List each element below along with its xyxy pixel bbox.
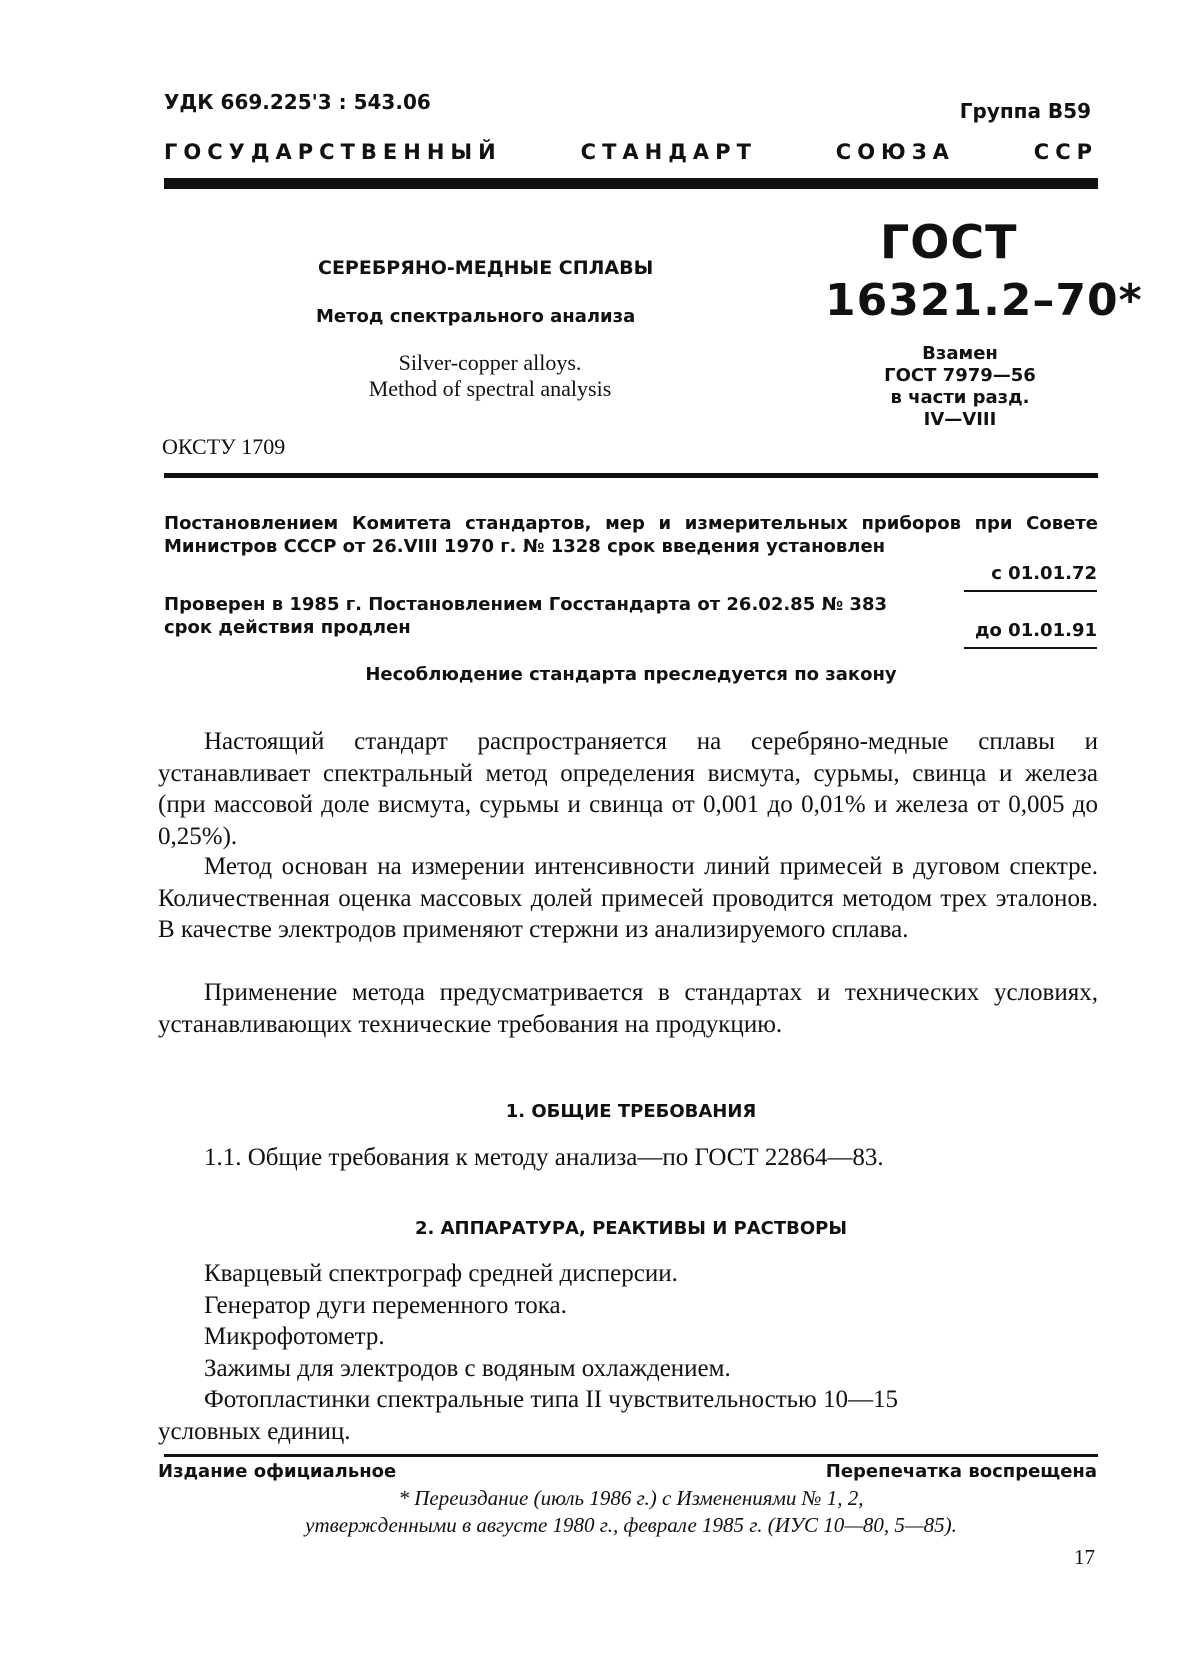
section-1-heading: 1. ОБЩИЕ ТРЕБОВАНИЯ [505,1101,757,1122]
oksty-code: ОКСТУ 1709 [162,434,286,459]
legal-warning: Несоблюдение стандарта преследуется по закону [365,664,897,685]
decree-date: с 01.01.72 [991,563,1097,584]
official-edition: Издание официальное [158,1461,397,1482]
checked-line: Проверен в 1985 г. Постановлением Госстандарта от 26.02.85 № 383 [164,594,887,615]
list-item: Генератор дуги переменного тока. [204,1291,567,1319]
footnote-line: утвержденными в августе 1980 г., феврале 1985 г. (ИУС 10—80, 5—85). [305,1513,957,1537]
gost-label: ГОСТ [880,215,1018,269]
state-standard-title [164,140,1098,164]
checked-text [164,593,944,639]
paragraph-method: Метод основан на измерении интенсивности линий примесей в дуговом спектре. Количественная оценка массовых долей примесей проводится методом трех эталонов. В качестве электродов применяют стержни из анализируемого сплава. [158,853,1098,943]
state-title-word: СОЮЗА [835,140,955,164]
page-number: 17 [1074,1545,1095,1569]
equipment-list [158,1258,1098,1447]
checked-date: до 01.01.91 [975,620,1097,641]
list-item: Зажимы для электродов с водяным охлаждением. [204,1354,731,1382]
list-item: Кварцевый спектрограф средней дисперсии. [204,1260,678,1287]
decree-date-underline [964,590,1097,592]
document-subtitle-ru: Метод спектрального анализа [316,306,636,327]
state-title-word: СТАНДАРТ [580,140,757,164]
reprint-prohibited: Перепечатка воспрещена [825,1461,1097,1482]
state-title-word: ГОСУДАРСТВЕННЫЙ [164,140,502,164]
title-en-line: Method of spectral analysis [368,376,612,401]
decree-text: Постановлением Комитета стандартов, мер и измерительных приборов при Совете Министров СССР от 26.VIII 1970 г. № 1328 срок введения установлен [164,513,1098,557]
udk-code: УДК 669.225'3 : 543.06 [164,90,431,114]
replaces-line: Взамен [922,343,998,364]
replaces-block [860,343,1060,431]
section-1-item: 1.1. Общие требования к методу анализа—по ГОСТ 22864—83. [204,1144,884,1171]
paragraph-scope: Настоящий стандарт распространяется на серебряно-медные сплавы и устанавливает спектральный метод определения висмута, сурьмы, свинца и железа (при массовой доле висмута, сурьмы и свинца от 0,001 до 0,01% и железа от 0,005 до 0,25%). [158,728,1098,850]
document-title-ru: СЕРЕБРЯНО-МЕДНЫЕ СПЛАВЫ [318,257,654,279]
document-title-en [300,350,680,402]
group-code: Группа В59 [959,99,1091,123]
checked-line: срок действия продлен [164,617,411,638]
title-divider [164,473,1098,478]
list-item-continuation: условных единиц. [158,1417,351,1445]
replaces-line: в части разд. [890,387,1030,408]
list-item: Микрофотометр. [204,1323,385,1350]
footer-divider [164,1454,1098,1457]
replaces-line: ГОСТ 7979—56 [884,365,1036,386]
footnote [164,1485,1098,1539]
state-title-word: ССР [1033,140,1098,164]
list-item: Фотопластинки спектральные типа II чувствительностью 10—15 [204,1386,898,1413]
paragraph-application: Применение метода предусматривается в стандартах и технических условиях, устанавливающих технические требования на продукцию. [158,979,1098,1038]
footnote-line: * Переиздание (июль 1986 г.) с Изменениями № 1, 2, [398,1486,864,1510]
checked-date-underline [964,647,1097,649]
title-en-line: Silver-copper alloys. [398,350,582,375]
replaces-line: IV—VIII [923,409,997,430]
section-2-heading: 2. АППАРАТУРА, РЕАКТИВЫ И РАСТВОРЫ [414,1218,848,1239]
gost-number: 16321.2–70* [825,275,1143,326]
header-divider [164,178,1098,189]
